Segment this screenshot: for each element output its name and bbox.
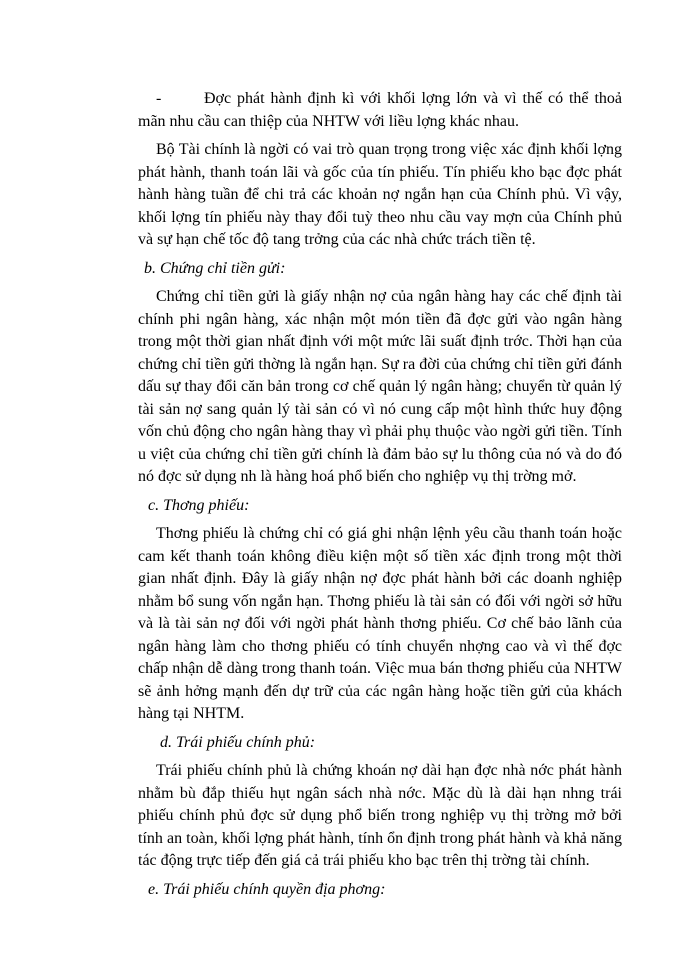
paragraph-treasury-bills: Bộ Tài chính là ngời có vai trò quan trọng trong việc xác định khối lợng phát hành, thanh toán lãi và gốc của tín phiếu. Tín phiếu kho bạc đợc phát hành hàng tuần để chi trả các khoản nợ ngắn hạn của Chính phủ. Vì vậy, khối lợng tín phiếu này thay đổi tuỳ theo nhu cầu vay mợn của Chính phủ và sự hạn chế tốc độ tang trởng của các nhà chức trách tiền tệ. (138, 141, 622, 248)
bullet-text: Đợc phát hành định kì với khối lợng lớn và vì thế có thể thoả mãn nhu cầu can thiệp của NHTW với liều lợng khác nhau. (138, 90, 622, 130)
bullet-paragraph (138, 88, 622, 133)
document-body (138, 88, 622, 907)
heading-certificates-of-deposit: b. Chứng chỉ tiền gửi: (144, 259, 286, 277)
bullet-marker: - (156, 90, 162, 107)
heading-commercial-paper: c. Thơng phiếu: (148, 496, 250, 514)
paragraph-certificates-of-deposit: Chứng chỉ tiền gửi là giấy nhận nợ của ngân hàng hay các chế định tài chính phi ngân hàng, xác nhận một món tiền đã đợc gửi vào ngân hàng trong một thời gian nhất định với một mức lãi suất định trớc. Thời hạn của chứng chỉ tiền gửi thờng là ngắn hạn. Sự ra đời của chứng chỉ tiền gửi đánh dấu sự thay đổi căn bản trong cơ chế quản lý ngân hàng; chuyển từ quản lý tài sản nợ sang quản lý tài sản có vì nó cung cấp một hình thức huy động vốn chủ động cho ngân hàng thay vì phải phụ thuộc vào ngời gửi tiền. Tính u việt của chứng chỉ tiền gửi chính là đảm bảo sự lu thông của nó và do đó nó đợc sử dụng nh là hàng hoá phổ biến cho nghiệp vụ thị trờng mở. (138, 288, 622, 485)
paragraph-commercial-paper: Thơng phiếu là chứng chỉ có giá ghi nhận lệnh yêu cầu thanh toán hoặc cam kết thanh toán không điều kiện một số tiền xác định trong một thời gian nhất định. Đây là giấy nhận nợ đợc phát hành bởi các doanh nghiệp nhằm bổ sung vốn ngắn hạn. Thơng phiếu là tài sản có đối với ngời sở hữu và là tài sản nợ đối với ngời phát hành thơng phiếu. Cơ chế bảo lãnh của ngân hàng làm cho thơng phiếu có tính chuyển nhợng cao và vì thế đợc chấp nhận dễ dàng trong thanh toán. Việc mua bán thơng phiếu của NHTW sẽ ảnh hởng mạnh đến dự trữ của các ngân hàng hoặc tiền gửi của khách hàng tại NHTM. (138, 525, 622, 722)
paragraph-government-bonds: Trái phiếu chính phủ là chứng khoán nợ dài hạn đợc nhà nớc phát hành nhằm bù đắp thiếu hụt ngân sách nhà nớc. Mặc dù là dài hạn nhng trái phiếu chính phủ đợc sử dụng phổ biến trong nghiệp vụ thị trờng mở bởi tính an toàn, khối lợng phát hành, tính ổn định trong phát hành và khả năng tác động trực tiếp đến giá cả trái phiếu kho bạc trên thị trờng tài chính. (138, 762, 622, 869)
heading-government-bonds: d. Trái phiếu chính phủ: (160, 733, 316, 751)
heading-local-government-bonds: e. Trái phiếu chính quyền địa phơng: (148, 880, 386, 898)
